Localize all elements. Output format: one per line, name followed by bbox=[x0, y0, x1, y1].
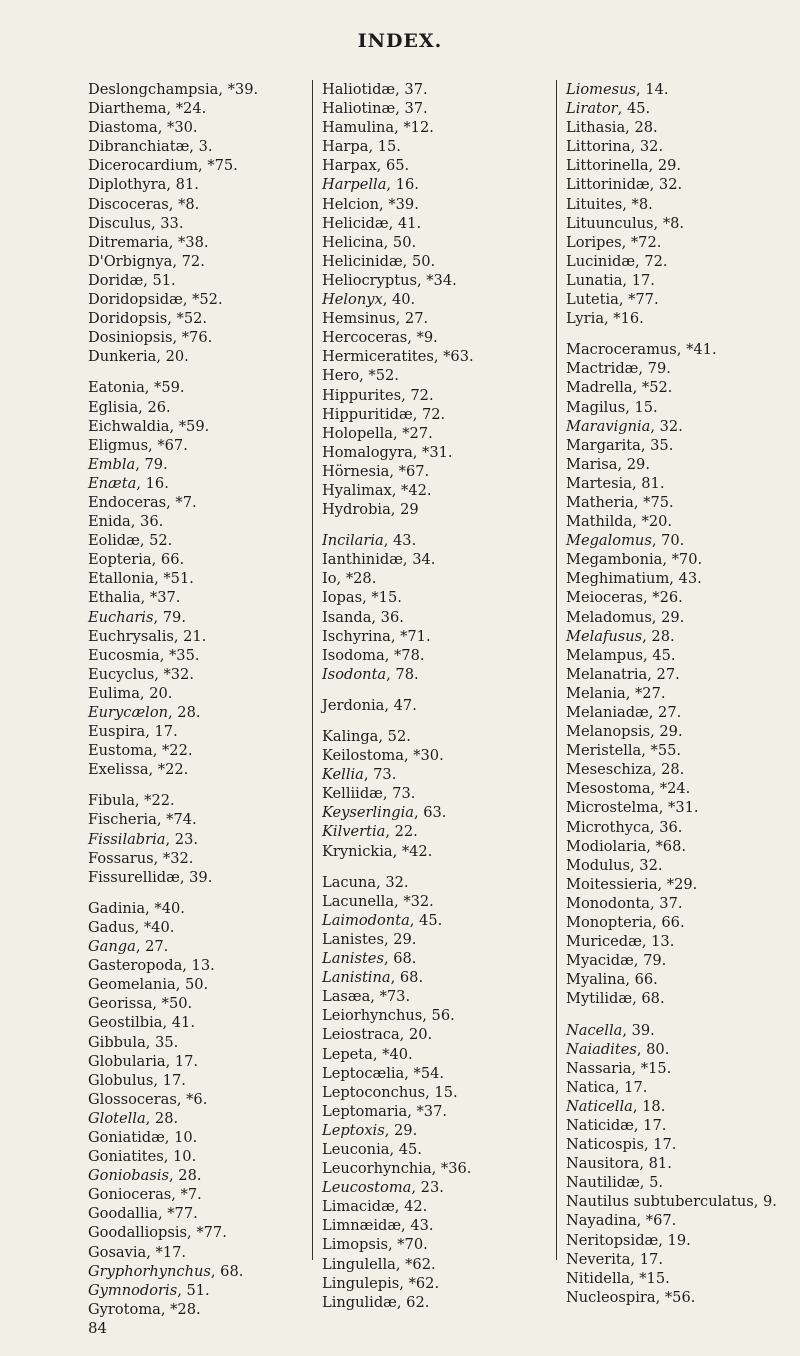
italic-genus-name: Gymnodoris bbox=[88, 1281, 178, 1299]
page-number: 84 bbox=[88, 1318, 108, 1337]
index-entry: Gibbula, 35. bbox=[88, 1033, 179, 1051]
index-entry: Laimodonta, 45. bbox=[322, 911, 443, 929]
index-entry: Diarthema, *24. bbox=[88, 100, 207, 118]
index-entry: Leptomaria, *37. bbox=[322, 1102, 447, 1120]
italic-genus-name: Naticella bbox=[566, 1097, 633, 1115]
index-entry: Littorinella, 29. bbox=[566, 157, 682, 175]
index-entry: Fissurellidæ, 39. bbox=[88, 868, 213, 886]
index-entry: Leiostraca, 20. bbox=[322, 1026, 433, 1044]
index-entry: D'Orbignya, 72. bbox=[88, 252, 205, 270]
index-entry: Disculus, 33. bbox=[88, 214, 184, 232]
index-entry: Nacella, 39. bbox=[566, 1021, 655, 1039]
index-entry: Limnæidæ, 43. bbox=[322, 1217, 434, 1235]
index-entry: Dosiniopsis, *76. bbox=[88, 329, 213, 347]
index-entry: Monodonta, 37. bbox=[566, 894, 683, 912]
index-entry: Gryphorhynchus, 68. bbox=[88, 1262, 244, 1280]
index-entry: Exelissa, *22. bbox=[88, 761, 189, 779]
index-entry: Leptocælia, *54. bbox=[322, 1064, 445, 1082]
index-entry: Harpa, 15. bbox=[322, 138, 401, 156]
index-entry: Hemsinus, 27. bbox=[322, 310, 429, 328]
index-entry: Euspira, 17. bbox=[88, 723, 178, 741]
letter-group-separator bbox=[88, 366, 293, 378]
index-column-1 bbox=[88, 80, 293, 1338]
index-entry: Io, *28. bbox=[322, 570, 377, 588]
italic-genus-name: Megalomus bbox=[566, 532, 652, 550]
index-entry: Matheria, *75. bbox=[566, 493, 674, 511]
index-entry: Lingulella, *62. bbox=[322, 1255, 436, 1273]
italic-genus-name: Naiadites bbox=[566, 1040, 637, 1058]
index-entry: Mesostoma, *24. bbox=[566, 780, 691, 798]
index-entry: Meseschiza, 28. bbox=[566, 761, 685, 779]
index-entry: Naticidæ, 17. bbox=[566, 1116, 667, 1134]
index-entry: Madrella, *52. bbox=[566, 379, 673, 397]
index-entry: Meristella, *55. bbox=[566, 742, 682, 760]
index-entry: Dibranchiatæ, 3. bbox=[88, 138, 213, 156]
index-entry: Harpella, 16. bbox=[322, 176, 419, 194]
index-entry: Myacidæ, 79. bbox=[566, 952, 667, 970]
index-entry: Isanda, 36. bbox=[322, 608, 404, 626]
italic-genus-name: Incilaria bbox=[322, 532, 384, 550]
index-entry: Nausitora, 81. bbox=[566, 1155, 672, 1173]
index-entry: Lasæa, *73. bbox=[322, 988, 411, 1006]
index-entry: Dunkeria, 20. bbox=[88, 348, 189, 366]
index-column-2 bbox=[312, 80, 547, 1311]
index-entry: Macroceramus, *41. bbox=[566, 341, 717, 359]
index-entry: Lingulepis, *62. bbox=[322, 1274, 440, 1292]
index-entry: Hyalimax, *42. bbox=[322, 481, 432, 499]
index-entry: Lutetia, *77. bbox=[566, 291, 659, 309]
index-entry: Gasteropoda, 13. bbox=[88, 957, 215, 975]
index-entry: Lunatia, 17. bbox=[566, 271, 655, 289]
page-title: INDEX. bbox=[357, 30, 443, 52]
index-entry: Goniobasis, 28. bbox=[88, 1167, 202, 1185]
index-entry: Kelliidæ, 73. bbox=[322, 785, 416, 803]
index-entry: Lithasia, 28. bbox=[566, 119, 658, 137]
index-entry: Dicerocardium, *75. bbox=[88, 157, 238, 175]
index-entry: Natica, 17. bbox=[566, 1078, 648, 1096]
index-entry: Monopteria, 66. bbox=[566, 914, 685, 932]
index-entry: Hero, *52. bbox=[322, 367, 399, 385]
italic-genus-name: Leucostoma bbox=[322, 1179, 412, 1197]
italic-genus-name: Lanistina bbox=[322, 969, 391, 987]
index-entry: Geomelania, 50. bbox=[88, 976, 209, 994]
index-entry: Mactridæ, 79. bbox=[566, 360, 671, 378]
index-entry: Hörnesia, *67. bbox=[322, 462, 430, 480]
index-entry: Martesia, 81. bbox=[566, 474, 665, 492]
italic-genus-name: Eurycælon bbox=[88, 704, 169, 721]
italic-genus-name: Fissilabria bbox=[88, 830, 166, 848]
index-entry: Helcion, *39. bbox=[322, 195, 419, 213]
letter-group-separator bbox=[322, 861, 547, 873]
index-entry: Muricedæ, 13. bbox=[566, 933, 675, 951]
index-entry: Hermiceratites, *63. bbox=[322, 348, 474, 366]
index-entry: Moitessieria, *29. bbox=[566, 875, 698, 893]
index-entry: Lingulidæ, 62. bbox=[322, 1293, 430, 1311]
italic-genus-name: Laimodonta bbox=[322, 911, 410, 929]
index-entry: Haliotinæ, 37. bbox=[322, 100, 428, 118]
index-entry: Homalogyra, *31. bbox=[322, 443, 453, 461]
index-entry: Incilaria, 43. bbox=[322, 532, 417, 550]
index-entry: Fischeria, *74. bbox=[88, 811, 197, 829]
index-entry: Gadus, *40. bbox=[88, 918, 175, 936]
index-entry: Gadinia, *40. bbox=[88, 899, 185, 917]
index-entry: Eustoma, *22. bbox=[88, 742, 193, 760]
index-entry: Gyrotoma, *28. bbox=[88, 1300, 201, 1318]
index-entry: Goodalliopsis, *77. bbox=[88, 1224, 227, 1242]
index-entry: Hamulina, *12. bbox=[322, 119, 434, 137]
index-entry: Eopteria, 66. bbox=[88, 551, 185, 569]
index-entry: Haliotidæ, 37. bbox=[322, 81, 428, 98]
index-entry: Melanopsis, 29. bbox=[566, 723, 683, 741]
index-entry: Hydrobia, 29 bbox=[322, 501, 419, 519]
index-entry: Discoceras, *8. bbox=[88, 195, 200, 213]
index-entry: Gosavia, *17. bbox=[88, 1243, 187, 1261]
index-entry: Euchrysalis, 21. bbox=[88, 627, 207, 645]
index-entry: Nitidella, *15. bbox=[566, 1269, 670, 1287]
index-entry: Naticella, 18. bbox=[566, 1097, 666, 1115]
index-entry: Leuconia, 45. bbox=[322, 1140, 422, 1158]
index-entry: Melafusus, 28. bbox=[566, 627, 675, 645]
italic-genus-name: Melafusus bbox=[566, 627, 643, 645]
index-entry: Ischyrina, *71. bbox=[322, 627, 431, 645]
italic-genus-name: Eucharis bbox=[88, 608, 154, 626]
index-entry: Goniatites, 10. bbox=[88, 1148, 197, 1166]
index-entry: Nautilidæ, 5. bbox=[566, 1174, 663, 1192]
italic-genus-name: Helonyx bbox=[322, 291, 383, 309]
index-entry: Gymnodoris, 51. bbox=[88, 1281, 210, 1299]
index-column-3 bbox=[556, 80, 796, 1306]
index-entry: Globulus, 17. bbox=[88, 1071, 186, 1089]
index-entry: Etallonia, *51. bbox=[88, 570, 194, 588]
index-entry: Hippuritidæ, 72. bbox=[322, 405, 446, 423]
index-entry: Enæta, 16. bbox=[88, 474, 169, 492]
index-entry: Lirator, 45. bbox=[566, 100, 651, 118]
index-entry: Harpax, 65. bbox=[322, 157, 410, 175]
index-entry: Leptoconchus, 15. bbox=[322, 1083, 458, 1101]
index-entry: Neritopsidæ, 19. bbox=[566, 1231, 691, 1249]
index-entry: Leiorhynchus, 56. bbox=[322, 1007, 455, 1025]
index-entry: Megalomus, 70. bbox=[566, 532, 685, 550]
index-entry: Goniatidæ, 10. bbox=[88, 1128, 198, 1146]
index-entry: Enida, 36. bbox=[88, 513, 164, 531]
index-entry: Nucleospira, *56. bbox=[566, 1288, 696, 1306]
index-entry: Margarita, 35. bbox=[566, 436, 674, 454]
index-entry: Hippurites, 72. bbox=[322, 386, 434, 404]
index-entry: Ditremaria, *38. bbox=[88, 233, 209, 251]
index-entry: Mytilidæ, 68. bbox=[566, 990, 665, 1008]
index-entry: Meladomus, 29. bbox=[566, 608, 685, 626]
italic-genus-name: Enæta bbox=[88, 474, 137, 492]
index-entry: Lepeta, *40. bbox=[322, 1045, 413, 1063]
index-entry: Leucostoma, 23. bbox=[322, 1179, 444, 1197]
index-entry: Isodoma, *78. bbox=[322, 646, 425, 664]
index-entry: Eucharis, 79. bbox=[88, 608, 186, 626]
index-entry: Gonioceras, *7. bbox=[88, 1186, 202, 1204]
italic-genus-name: Isodonta bbox=[322, 665, 387, 683]
index-entry: Magilus, 15. bbox=[566, 398, 658, 416]
index-entry: Diplothyra, 81. bbox=[88, 176, 199, 194]
italic-genus-name: Nacella bbox=[566, 1021, 623, 1039]
index-entry: Liomesus, 14. bbox=[566, 81, 669, 98]
italic-genus-name: Leptoxis bbox=[322, 1121, 385, 1139]
index-entry: Doridopsis, *52. bbox=[88, 310, 208, 328]
index-entry: Eglisia, 26. bbox=[88, 398, 171, 416]
index-entry: Ganga, 27. bbox=[88, 938, 169, 956]
letter-group-separator bbox=[88, 887, 293, 899]
index-entry: Krynickia, *42. bbox=[322, 842, 433, 860]
italic-genus-name: Kilvertia bbox=[322, 823, 386, 841]
index-entry: Helicinidæ, 50. bbox=[322, 252, 436, 270]
italic-genus-name: Liomesus bbox=[566, 81, 636, 98]
index-entry: Kilvertia, 22. bbox=[322, 823, 418, 841]
index-entry: Hercoceras, *9. bbox=[322, 329, 438, 347]
index-entry: Modulus, 32. bbox=[566, 856, 663, 874]
index-entry: Limacidæ, 42. bbox=[322, 1198, 428, 1216]
italic-genus-name: Goniobasis bbox=[88, 1167, 169, 1185]
index-entry: Eolidæ, 52. bbox=[88, 532, 173, 550]
index-entry: Littorina, 32. bbox=[566, 138, 664, 156]
index-entry: Eichwaldia, *59. bbox=[88, 417, 210, 435]
index-entry: Melania, *27. bbox=[566, 684, 666, 702]
index-entry: Lucinidæ, 72. bbox=[566, 252, 668, 270]
italic-genus-name: Maravignia bbox=[566, 417, 651, 435]
index-entry: Littorinidæ, 32. bbox=[566, 176, 683, 194]
index-entry: Modiolaria, *68. bbox=[566, 837, 687, 855]
letter-group-separator bbox=[322, 684, 547, 696]
index-entry: Deslongchampsia, *39. bbox=[88, 81, 259, 98]
index-entry: Eulima, 20. bbox=[88, 684, 173, 702]
index-entry: Eucosmia, *35. bbox=[88, 646, 200, 664]
index-entry: Microthyca, 36. bbox=[566, 818, 683, 836]
letter-group-separator bbox=[566, 328, 796, 340]
index-entry: Lanistes, 68. bbox=[322, 950, 417, 968]
italic-genus-name: Ganga bbox=[88, 938, 136, 956]
index-entry: Microstelma, *31. bbox=[566, 799, 699, 817]
index-entry: Ethalia, *37. bbox=[88, 589, 181, 607]
index-entry: Jerdonia, 47. bbox=[322, 696, 417, 714]
index-entry: Glotella, 28. bbox=[88, 1109, 179, 1127]
italic-genus-name: Glotella bbox=[88, 1109, 146, 1127]
letter-group-separator bbox=[566, 1009, 796, 1021]
index-entry: Limopsis, *70. bbox=[322, 1236, 428, 1254]
index-entry: Fissilabria, 23. bbox=[88, 830, 198, 848]
index-entry: Kellia, 73. bbox=[322, 766, 397, 784]
index-entry: Endoceras, *7. bbox=[88, 493, 197, 511]
index-entry: Leucorhynchia, *36. bbox=[322, 1160, 472, 1178]
index-entry: Doridæ, 51. bbox=[88, 271, 176, 289]
index-entry: Melanatria, 27. bbox=[566, 665, 680, 683]
index-entry: Naticospis, 17. bbox=[566, 1136, 677, 1154]
index-entry: Nayadina, *67. bbox=[566, 1212, 677, 1230]
index-entry: Geostilbia, 41. bbox=[88, 1014, 195, 1032]
index-entry: Marisa, 29. bbox=[566, 455, 650, 473]
index-entry: Mathilda, *20. bbox=[566, 513, 673, 531]
index-entry: Holopella, *27. bbox=[322, 424, 433, 442]
index-entry: Lyria, *16. bbox=[566, 310, 644, 328]
index-entry: Isodonta, 78. bbox=[322, 665, 419, 683]
index-entry: Diastoma, *30. bbox=[88, 119, 198, 137]
index-entry: Eligmus, *67. bbox=[88, 436, 188, 454]
index-entry: Helonyx, 40. bbox=[322, 291, 416, 309]
index-entry: Fossarus, *32. bbox=[88, 849, 194, 867]
index-entry: Ianthinidæ, 34. bbox=[322, 551, 436, 569]
index-entry: Helicina, 50. bbox=[322, 233, 417, 251]
index-entry: Keyserlingia, 63. bbox=[322, 804, 447, 822]
index-entry: Lituunculus, *8. bbox=[566, 214, 685, 232]
letter-group-separator bbox=[88, 779, 293, 791]
index-entry: Helicidæ, 41. bbox=[322, 214, 422, 232]
index-entry: Myalina, 66. bbox=[566, 971, 658, 989]
index-entry: Naiadites, 80. bbox=[566, 1040, 670, 1058]
index-entry: Loripes, *72. bbox=[566, 233, 662, 251]
italic-genus-name: Keyserlingia bbox=[322, 804, 414, 822]
index-entry: Lituites, *8. bbox=[566, 195, 653, 213]
italic-genus-name: Harpella bbox=[322, 176, 387, 194]
letter-group-separator bbox=[322, 715, 547, 727]
index-entry: Goodallia, *77. bbox=[88, 1205, 198, 1223]
index-entry: Glossoceras, *6. bbox=[88, 1090, 208, 1108]
italic-genus-name: Gryphorhynchus bbox=[88, 1262, 211, 1280]
index-entry: Neverita, 17. bbox=[566, 1250, 663, 1268]
index-entry: Heliocryptus, *34. bbox=[322, 271, 457, 289]
index-entry: Keilostoma, *30. bbox=[322, 747, 444, 765]
italic-genus-name: Lirator bbox=[566, 100, 618, 118]
index-entry: Nautilus subtuberculatus, 9. bbox=[566, 1193, 777, 1211]
index-entry: Melampus, 45. bbox=[566, 646, 676, 664]
italic-genus-name: Lanistes bbox=[322, 950, 384, 968]
italic-genus-name: Embla bbox=[88, 455, 136, 473]
index-entry: Meghimatium, 43. bbox=[566, 570, 702, 588]
index-entry: Nassaria, *15. bbox=[566, 1059, 672, 1077]
index-entry: Melaniadæ, 27. bbox=[566, 704, 682, 721]
index-entry: Lacuna, 32. bbox=[322, 873, 409, 891]
index-entry: Megambonia, *70. bbox=[566, 551, 703, 569]
index-entry: Meioceras, *26. bbox=[566, 589, 683, 607]
index-entry: Kalinga, 52. bbox=[322, 728, 411, 745]
index-entry: Eucyclus, *32. bbox=[88, 665, 194, 683]
index-entry: Eurycælon, 28. bbox=[88, 704, 201, 721]
letter-group-separator bbox=[322, 519, 547, 531]
index-entry: Lanistes, 29. bbox=[322, 930, 417, 948]
index-entry: Doridopsidæ, *52. bbox=[88, 291, 223, 309]
index-entry: Globularia, 17. bbox=[88, 1052, 199, 1070]
index-entry: Lanistina, 68. bbox=[322, 969, 424, 987]
index-entry: Fibula, *22. bbox=[88, 792, 175, 810]
italic-genus-name: Kellia bbox=[322, 766, 364, 784]
index-entry: Lacunella, *32. bbox=[322, 892, 434, 910]
index-entry: Georissa, *50. bbox=[88, 995, 193, 1013]
index-entry: Embla, 79. bbox=[88, 455, 168, 473]
index-entry: Leptoxis, 29. bbox=[322, 1121, 418, 1139]
index-entry: Maravignia, 32. bbox=[566, 417, 683, 435]
index-entry: Eatonia, *59. bbox=[88, 379, 185, 397]
index-entry: Iopas, *15. bbox=[322, 589, 402, 607]
